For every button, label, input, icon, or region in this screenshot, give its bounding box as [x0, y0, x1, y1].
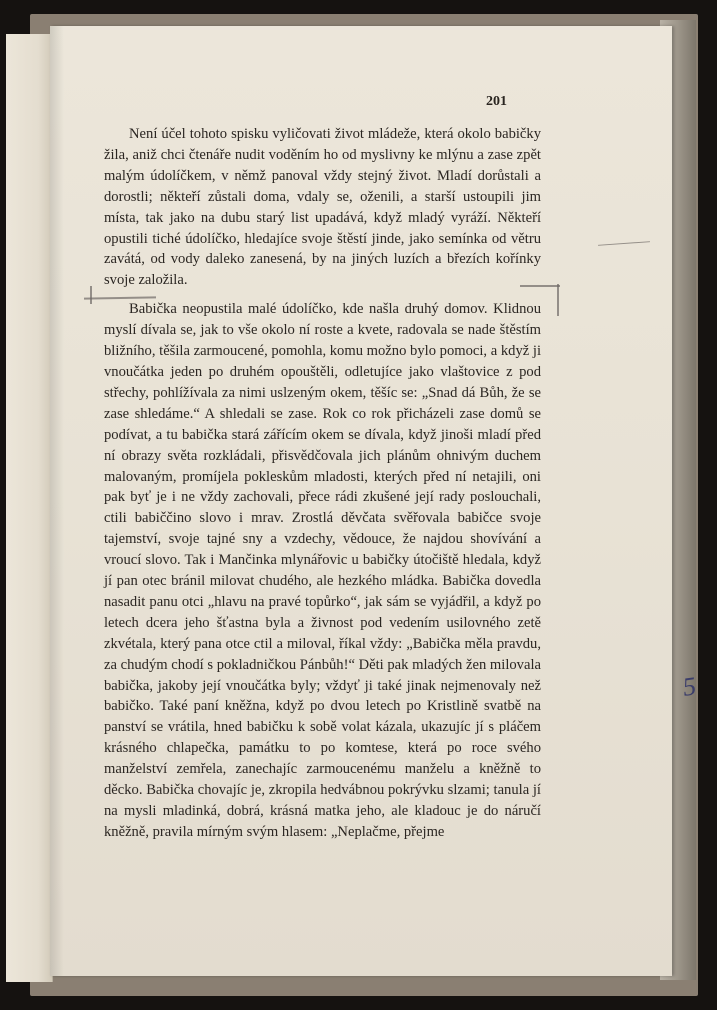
pencil-mark-right-tick	[557, 284, 559, 316]
paragraph-2: Babička neopustila malé údolíčko, kde našla druhý domov. Klidnou myslí dívala se, jak to vše okolo ní roste a kvete, radovala se nade štěstím bližního, těšila zarmoucené, pomohla, komu možno bylo pomoci, a když ji vnoučátka jeden po druhém opouštěli, odletujíce jako vlaštovice z pod střechy, pohlížívala za nimi uslzeným okem, těšíc se: „Snad dá Bůh, že se zase shledáme.“ A shledali se zase. Rok co rok přicházeli zase domů se podívat, a tu babička stará zářícím okem se dívala, když jinoši mladí před ní obrazy světa rozkládali, přisvědčovala jich plánům ohnivým duchem malovaným, promíjela pokleskům mladosti, kterých před ní netajili, oni pak byť je i ne vždy zachovali, přece rádi zkušené její rady poslouchali, ctili babiččino slovo i mrav. Zrostlá děvčata svěřovala babičce svoje tajemství, svoje tajné sny a vzdechy, vědouce, že najdou shovívání a vroucí slovo. Tak i Mančinka mlynářovic u babičky útočiště hledala, když jí pan otec bránil milovat chudého, ale hezkého mládka. Babička dovedla nasadit panu otci „hlavu na pravé topůrko“, jak sám se vyjádřil, a když po letech dcera jeho šťastna byla a živnost pod vedením usilovného zetě zkvétala, který pana otce ctil a miloval, říkal vždy: „Babička měla pravdu, za chudým chodí s pokladničkou Pánbůh!“ Děti pak mladých žen milovala babička, jakoby její vnoučátka byly; vždyť ji také jinak nejmenovaly než babičko. Také paní kněžna, když po dvou letech po Kristlině svatbě na panství se vrátila, hned babičku k sobě volat kázala, ukazujíc jí s pláčem krásného chlapečka, památku to po komtese, která po roce svého manželství zemřela, zanechajíc zarmoucenému manželu a kněžně to děcko. Babička chovajíc je, zkropila hedvábnou pokrývku slzami; tanula jí na mysli mladinká, dobrá, krásná matka jeho, ale kladouc je do náručí kněžně, pravila mírným svým hlasem: „Neplačme, přejme	[104, 301, 541, 840]
pencil-mark-right	[520, 285, 560, 287]
gutter-shadow	[50, 26, 64, 976]
paragraph-1: Není účel tohoto spisku vyličovati život mládeže, která okolo babičky žila, aniž chci čtenáře nudit voděním ho od myslivny ke mlýnu a zase zpět malým údolíčkem, v němž panoval vždy stejný život. Mladí dorůstali a dorostli; někteří zůstali doma, vdaly se, oženili, a starší ustoupili jim místa, tak jako na dubu starý list upadává, když mladý vyráží. Někteří opustili tiché údolíčko, hledajíce svoje štěstí jinde, jako semínka od větru zavátá, od vody daleko zanesená, by na jiných luzích a březích kořínky svoje založila.	[104, 126, 541, 289]
margin-note: 5	[680, 671, 698, 702]
pencil-mark-left-tick	[90, 286, 92, 304]
page-number: 201	[486, 94, 507, 109]
left-page-sliver	[6, 34, 53, 982]
body-text	[104, 124, 541, 843]
